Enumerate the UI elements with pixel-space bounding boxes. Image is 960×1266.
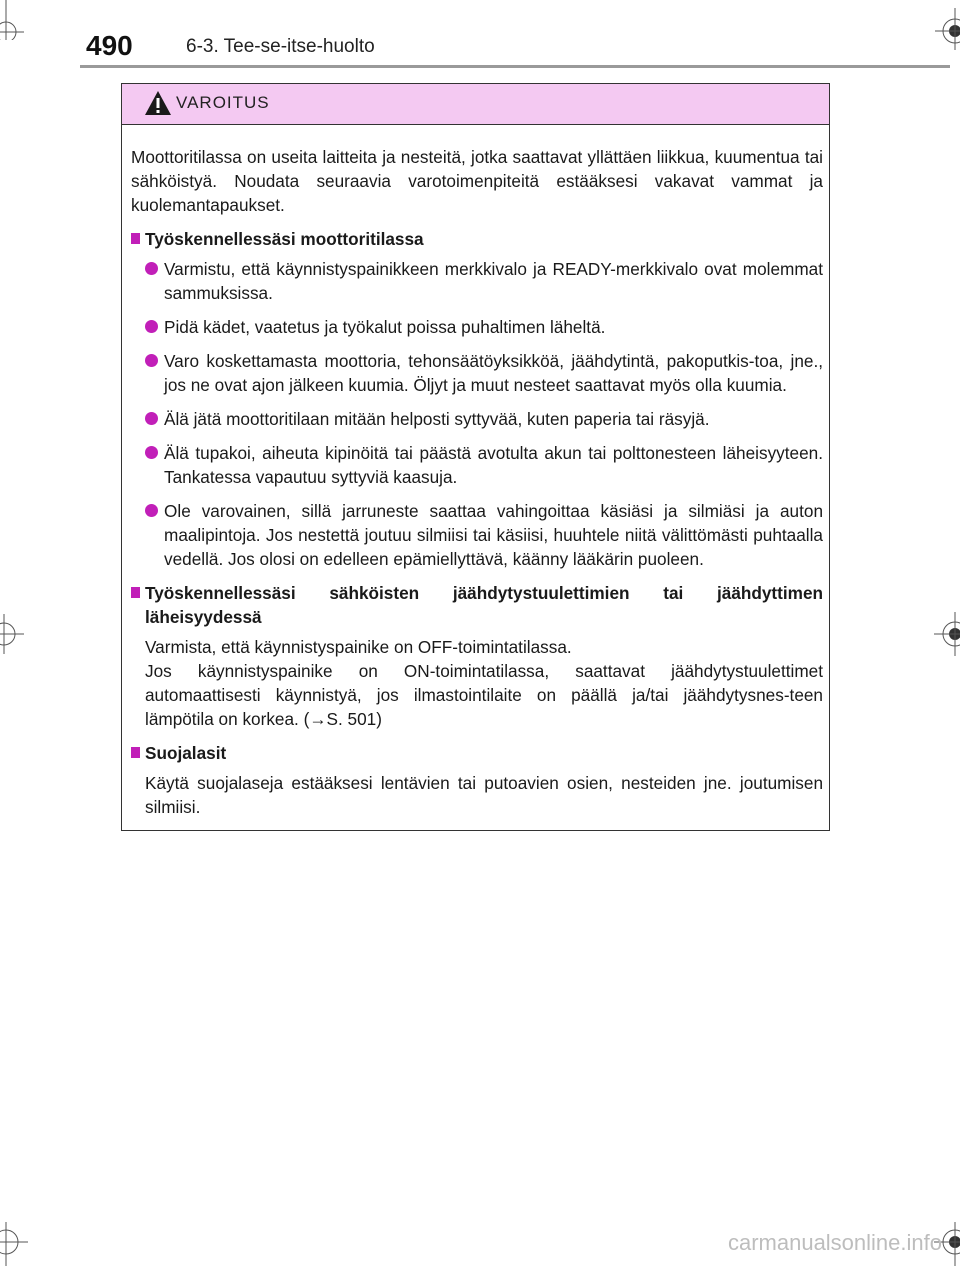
list-item-text: Pidä kädet, vaatetus ja työkalut poissa puhaltimen läheltä. <box>164 317 606 337</box>
registration-mark-icon <box>930 612 960 656</box>
section-line: Varmista, että käynnistyspainike on OFF-toimintatilassa. <box>145 637 572 657</box>
section-heading <box>131 581 823 629</box>
section-text <box>131 635 823 731</box>
list-item <box>131 349 823 397</box>
list-item-text: Varmistu, että käynnistyspainikkeen merkkivalo ja READY-merkkivalo ovat molemmat sammuksissa. <box>164 259 823 303</box>
registration-mark-icon <box>930 8 960 50</box>
header-divider <box>80 65 950 68</box>
list-item-text: Varo koskettamasta moottoria, tehonsäätöyksikköä, jäähdytintä, pakoputkis-toa, jne., jos ne ovat ajon jälkeen kuumia. Öljyt ja muut nesteet saattavat myös olla kuumia. <box>164 351 823 395</box>
square-bullet-icon <box>131 587 140 598</box>
warning-body <box>122 125 829 819</box>
circle-bullet-icon <box>145 320 158 333</box>
circle-bullet-icon <box>145 504 158 517</box>
warning-header <box>122 84 829 125</box>
warning-box <box>121 83 830 831</box>
circle-bullet-icon <box>145 354 158 367</box>
list-item <box>131 315 823 339</box>
list-item-text: Ole varovainen, sillä jarruneste saattaa vahingoittaa käsiäsi ja silmiäsi ja auton maalipintoja. Jos nestettä joutuu silmiisi tai käsiisi, huuhtele niitä välittömästi puhtaalla vedellä. Jos olosi on edelleen epämiellyttävä, käänny lääkärin puoleen. <box>164 501 823 569</box>
watermark-text: carmanualsonline.info <box>727 1230 942 1255</box>
section-text <box>131 771 823 819</box>
section-line: Jos käynnistyspainike on ON-toimintatilassa, saattavat jäähdytystuulettimet automaattisesti käynnistyä, jos ilmastointilaite on päällä ja/tai jäähdytysnes-teen lämpötila on korkea. (→S. 501) <box>145 661 823 729</box>
section-heading <box>131 741 823 765</box>
warning-triangle-icon <box>144 90 172 116</box>
registration-mark-icon <box>0 614 26 654</box>
section-heading-text: Suojalasit <box>145 743 227 763</box>
section-heading-text: Työskennellessäsi sähköisten jäähdytystuulettimien tai jäähdyttimen läheisyydessä <box>145 583 823 627</box>
circle-bullet-icon <box>145 412 158 425</box>
list-item <box>131 257 823 305</box>
circle-bullet-icon <box>145 262 158 275</box>
warning-intro: Moottoritilassa on useita laitteita ja nesteitä, jotka saattavat yllättäen liikkua, kuumentua tai sähköistyä. Noudata seuraavia varotoimenpiteitä estääksesi vakavat vammat ja kuolemantapaukset. <box>131 147 823 215</box>
list-item <box>131 499 823 571</box>
registration-mark-icon <box>0 1222 30 1266</box>
page-number: 490 <box>86 30 133 61</box>
square-bullet-icon <box>131 233 140 244</box>
list-item <box>131 407 823 431</box>
section-title: 6-3. Tee-se-itse-huolto <box>186 36 375 57</box>
circle-bullet-icon <box>145 446 158 459</box>
registration-mark-icon <box>0 0 40 40</box>
warning-title: VAROITUS <box>176 93 270 112</box>
list-item-text: Älä jätä moottoritilaan mitään helposti syttyvää, kuten paperia tai räsyjä. <box>164 409 710 429</box>
section-line: Käytä suojalaseja estääksesi lentävien tai putoavien osien, nesteiden jne. joutumisen silmiisi. <box>145 773 823 817</box>
square-bullet-icon <box>131 747 140 758</box>
section-heading-text: Työskennellessäsi moottoritilassa <box>145 229 424 249</box>
list-item-text: Älä tupakoi, aiheuta kipinöitä tai päästä avotulta akun tai polttonesteen läheisyyteen. Tankatessa vapautuu syttyviä kaasuja. <box>164 443 823 487</box>
list-item <box>131 441 823 489</box>
section-heading <box>131 227 823 251</box>
